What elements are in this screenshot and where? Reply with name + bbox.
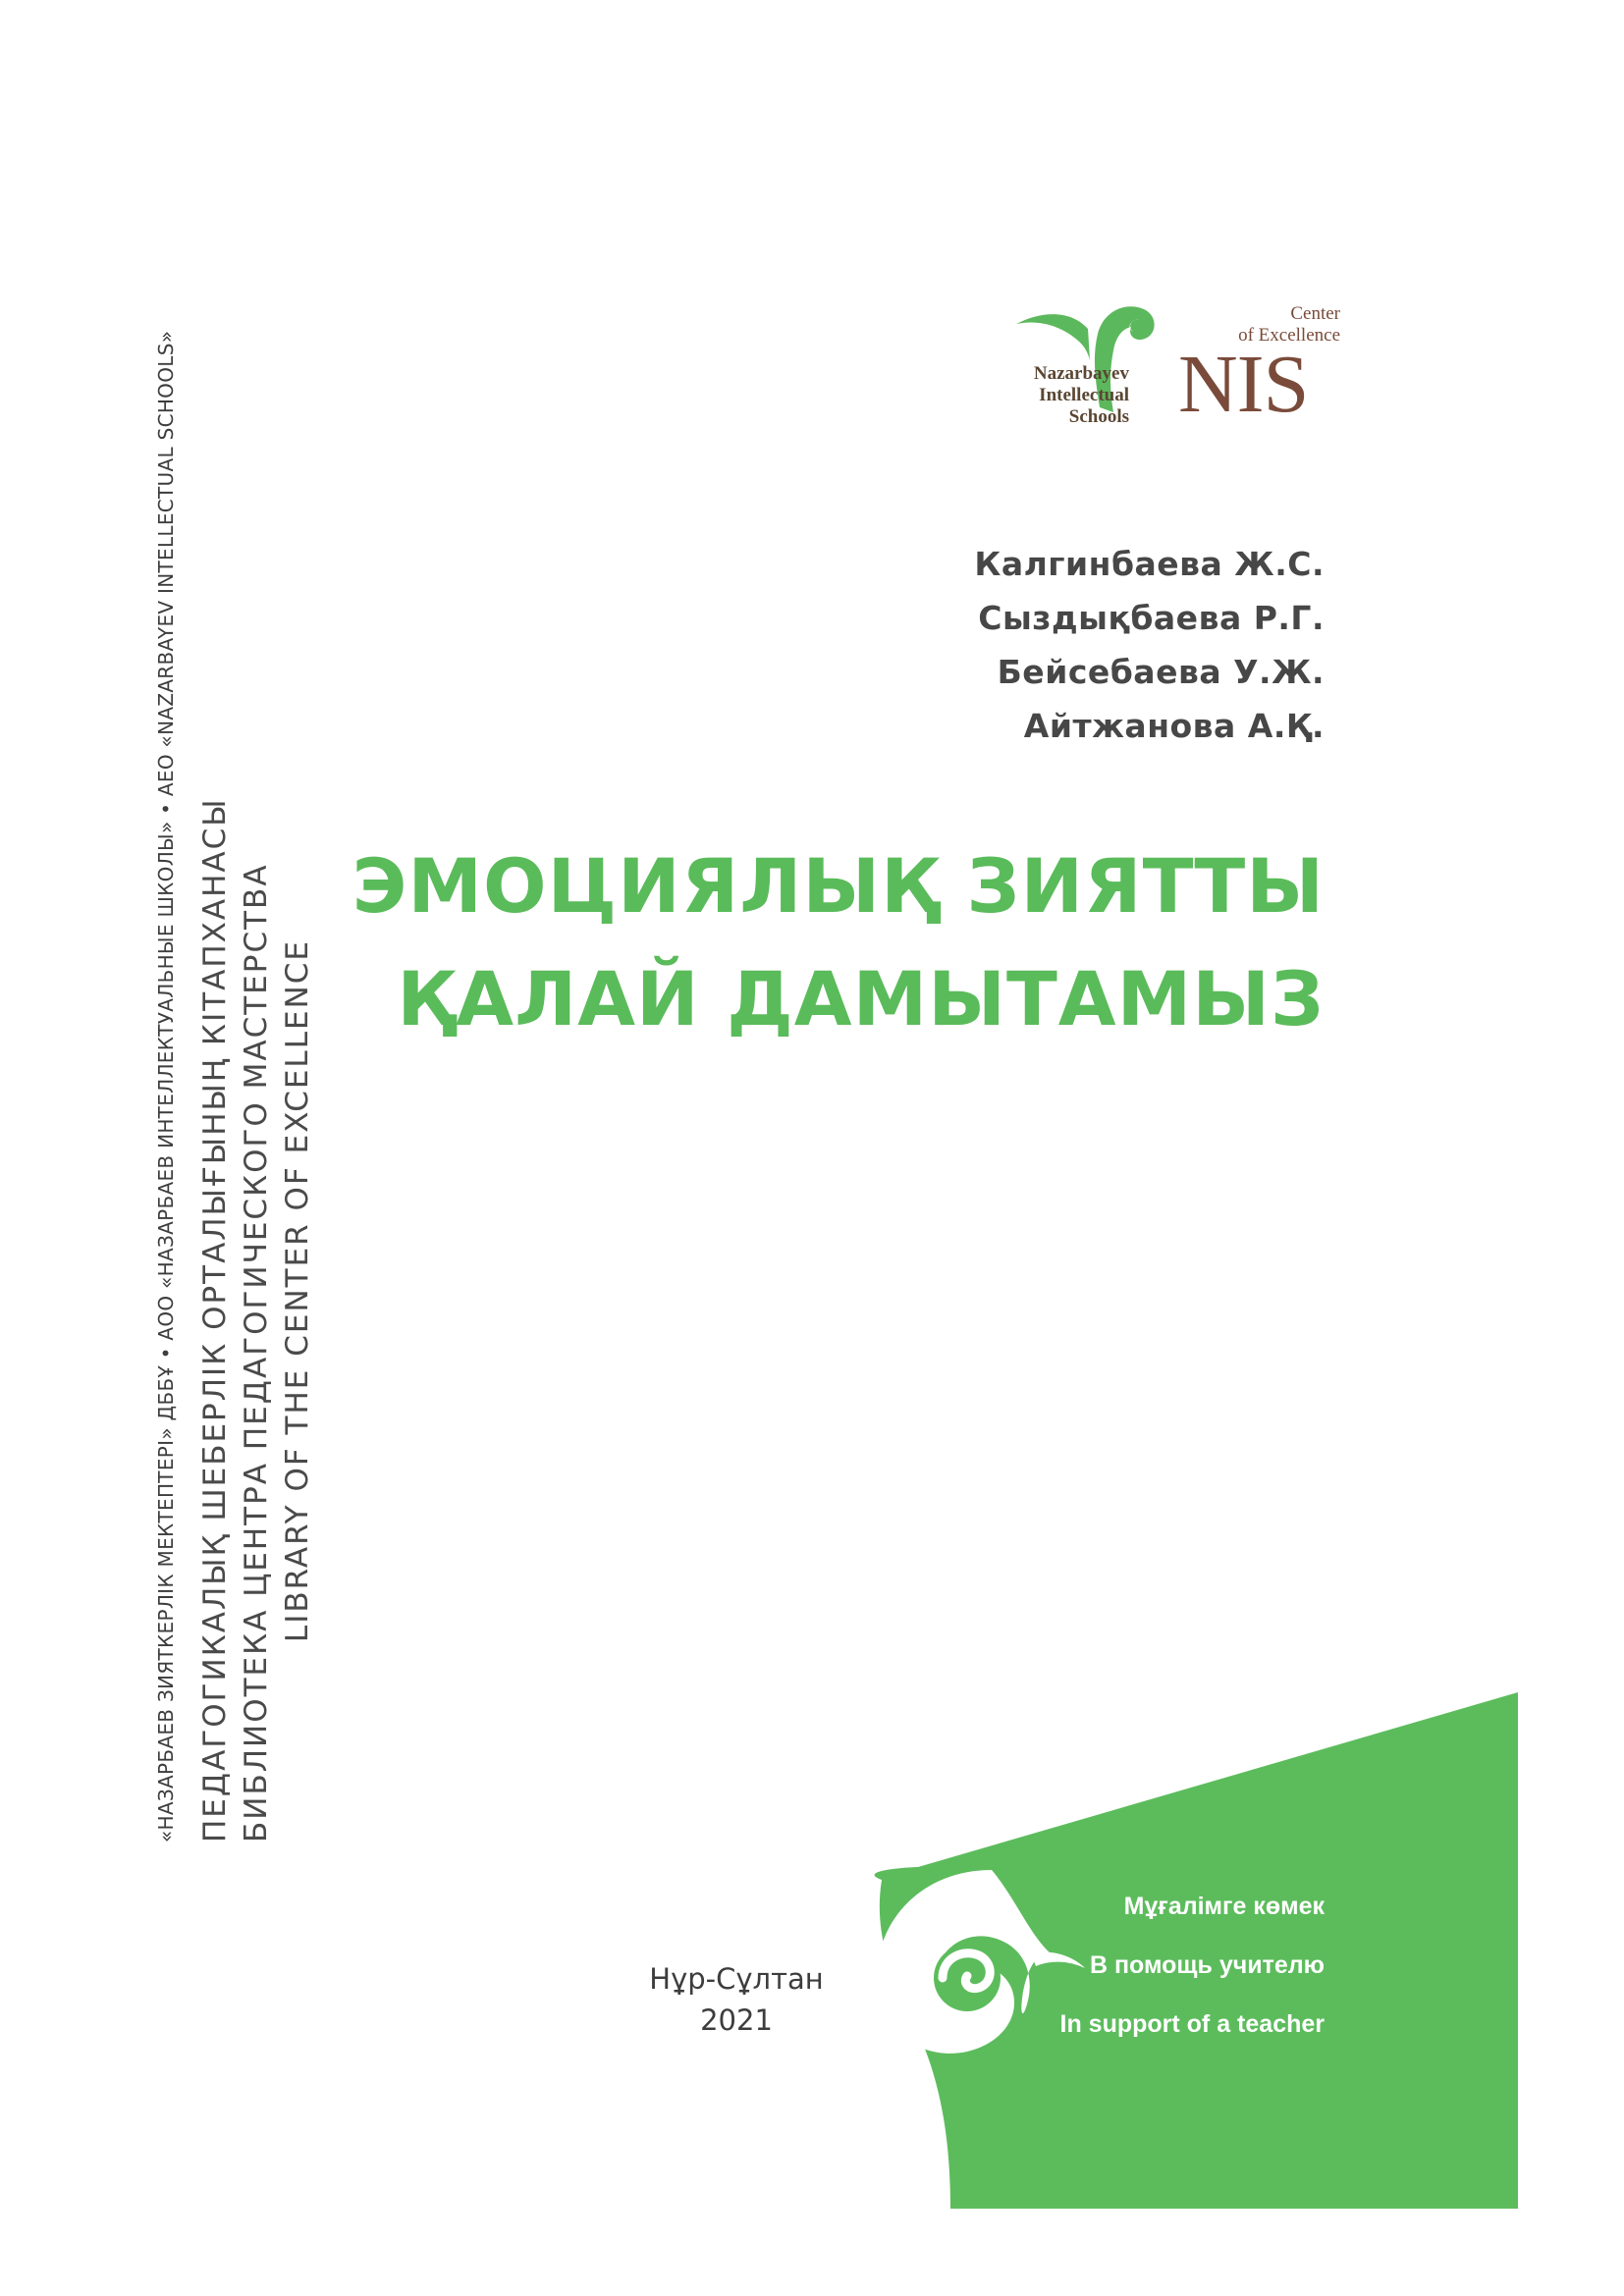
author-name: Сыздықбаева Р.Г. — [978, 599, 1325, 637]
imprint-city: Нұр-Сұлтан — [649, 1962, 824, 1996]
nis-logo — [1001, 290, 1340, 437]
spine-text-block — [147, 292, 318, 1842]
book-title-line: ҚАЛАЙ ДАМЫТАМЫЗ — [397, 955, 1325, 1042]
imprint-year: 2021 — [700, 2003, 773, 2037]
logo-brand-name: Nazarbayev Intellectual Schools — [1033, 363, 1129, 427]
spine-library-en: LIBRARY OF THE CENTER OF EXCELLENCE — [280, 939, 315, 1643]
authors-list — [974, 537, 1325, 753]
series-label-ru: В помощь учителю — [1089, 1951, 1325, 1979]
series-label-kz: Мұғалімге көмек — [1123, 1893, 1325, 1920]
spine-organization-line: «НАЗАРБАЕВ ЗИЯТКЕРЛІК МЕКТЕПТЕРІ» ДББҰ • АОО «НАЗАРБАЕВ ИНТЕЛЛЕКТУАЛЬНЫЕ ШКОЛЫ» • AEO «NAZARBAYEV INTELLECTUAL SCHOOLS» — [154, 330, 178, 1842]
logo-center-of-excellence: Center of Excellence — [1238, 303, 1340, 346]
logo-nis-wordmark: NIS — [1178, 339, 1309, 430]
author-name: Айтжанова А.Қ. — [1023, 707, 1325, 745]
series-labels — [1060, 1877, 1325, 2054]
spine-library-ru: БИБЛИОТЕКА ЦЕНТРА ПЕДАГОГИЧЕСКОГО МАСТЕРСТВА — [239, 863, 274, 1842]
author-name: Калгинбаева Ж.С. — [974, 545, 1325, 583]
book-title-line: ЭМОЦИЯЛЫҚ ЗИЯТТЫ — [352, 842, 1325, 930]
spine-library-kz: ПЕДАГОГИКАЛЫҚ ШЕБЕРЛІК ОРТАЛЫҒЫНЫҢ КІТАПХАНАСЫ — [197, 797, 233, 1842]
author-name: Бейсебаева У.Ж. — [997, 653, 1325, 691]
series-label-en: In support of a teacher — [1059, 2010, 1325, 2038]
imprint — [628, 1958, 844, 2041]
book-title — [352, 829, 1325, 1055]
